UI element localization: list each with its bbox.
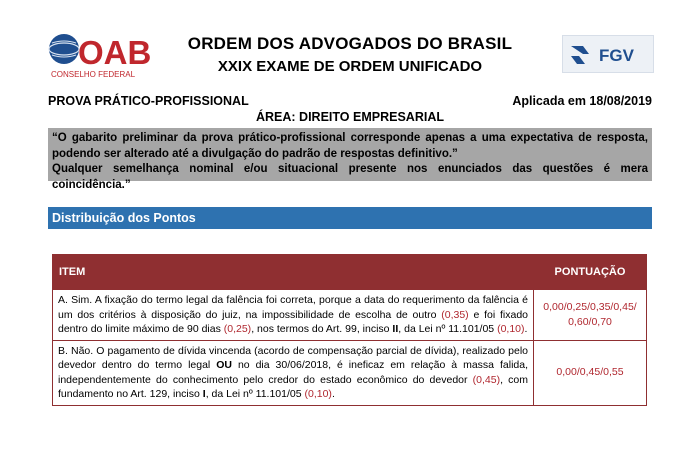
item-text: . (524, 323, 528, 335)
points-table (52, 254, 647, 406)
column-header-score: PONTUAÇÃO (534, 255, 647, 290)
exam-area: ÁREA: DIREITO EMPRESARIAL (256, 110, 444, 124)
disclaimer-box (48, 128, 652, 191)
page-header (0, 0, 700, 92)
item-text: . (331, 388, 335, 400)
item-emphasis: OU (216, 359, 232, 371)
item-text: , da Lei nº 11.101/05 (205, 388, 305, 400)
table-header-row (53, 255, 647, 290)
item-points: (0,10) (304, 388, 332, 400)
fgv-logo (562, 35, 654, 73)
fgv-logo-text: FGV (599, 46, 634, 65)
item-text: B. Não. O pagamento de dívida vincenda (acordo de compensação parcial de dívida), realizado pelo devedor dentro do termo legal (58, 344, 528, 371)
table-row (53, 340, 647, 405)
item-text: e foi fixado dentro do limite máximo de 90 dias (58, 308, 528, 335)
item-score (534, 290, 647, 341)
item-points: (0,45) (472, 373, 501, 386)
disclaimer-note: Qualquer semelhança nominal e/ou situacional presente nos enunciados das questões é mera coincidência.” (52, 163, 648, 191)
item-text: no dia 30/06/2018, é ineficaz em relação à massa falida, independentemente do conhecimento pelo credor do estado econômico do devedor (58, 359, 528, 386)
exam-type: PROVA PRÁTICO-PROFISSIONAL (48, 94, 249, 108)
item-emphasis: I (202, 388, 206, 400)
item-text: , com fundamento no Art. 129, inciso (58, 373, 529, 400)
item-description (53, 340, 534, 405)
page-subtitle: XXIX EXAME DE ORDEM UNIFICADO (217, 58, 483, 75)
fgv-logo-mark (563, 36, 653, 72)
page-title: ORDEM DOS ADVOGADOS DO BRASIL (187, 34, 513, 53)
disclaimer-text: “O gabarito preliminar da prova prático-profissional corresponde apenas a uma expectativa de resposta, podendo ser alterado até a divulgação do padrão de respostas definitivo.” (52, 132, 648, 160)
table-row (53, 290, 647, 341)
oab-logo-caption: CONSELHO FEDERAL (51, 70, 136, 79)
item-points: (0,35) (441, 308, 469, 321)
item-description (53, 290, 534, 341)
oab-logo-text: OAB (78, 34, 152, 71)
column-header-item: ITEM (53, 255, 534, 290)
exam-date: Aplicada em 18/08/2019 (512, 94, 652, 108)
item-text: A. Sim. A fixação do termo legal da falência foi correta, porque a data do requerimento da falência é um dos critérios à disposição do juiz, na impossibilidade de escolha de outro (58, 294, 528, 321)
item-emphasis: II (392, 323, 399, 335)
item-score: 0,00/0,45/0,55 (534, 340, 647, 405)
item-text: , nos termos do Art. 99, inciso (251, 323, 393, 335)
item-score-line: 0,60/0,70 (568, 315, 612, 328)
section-title: Distribuição dos Pontos (48, 207, 652, 229)
item-score-line: 0,00/0,25/0,35/0,45/ (543, 301, 637, 314)
item-points: (0,25) (223, 323, 252, 335)
item-text: , da Lei nº 11.101/05 (398, 323, 498, 335)
item-points: (0,10) (497, 323, 525, 335)
